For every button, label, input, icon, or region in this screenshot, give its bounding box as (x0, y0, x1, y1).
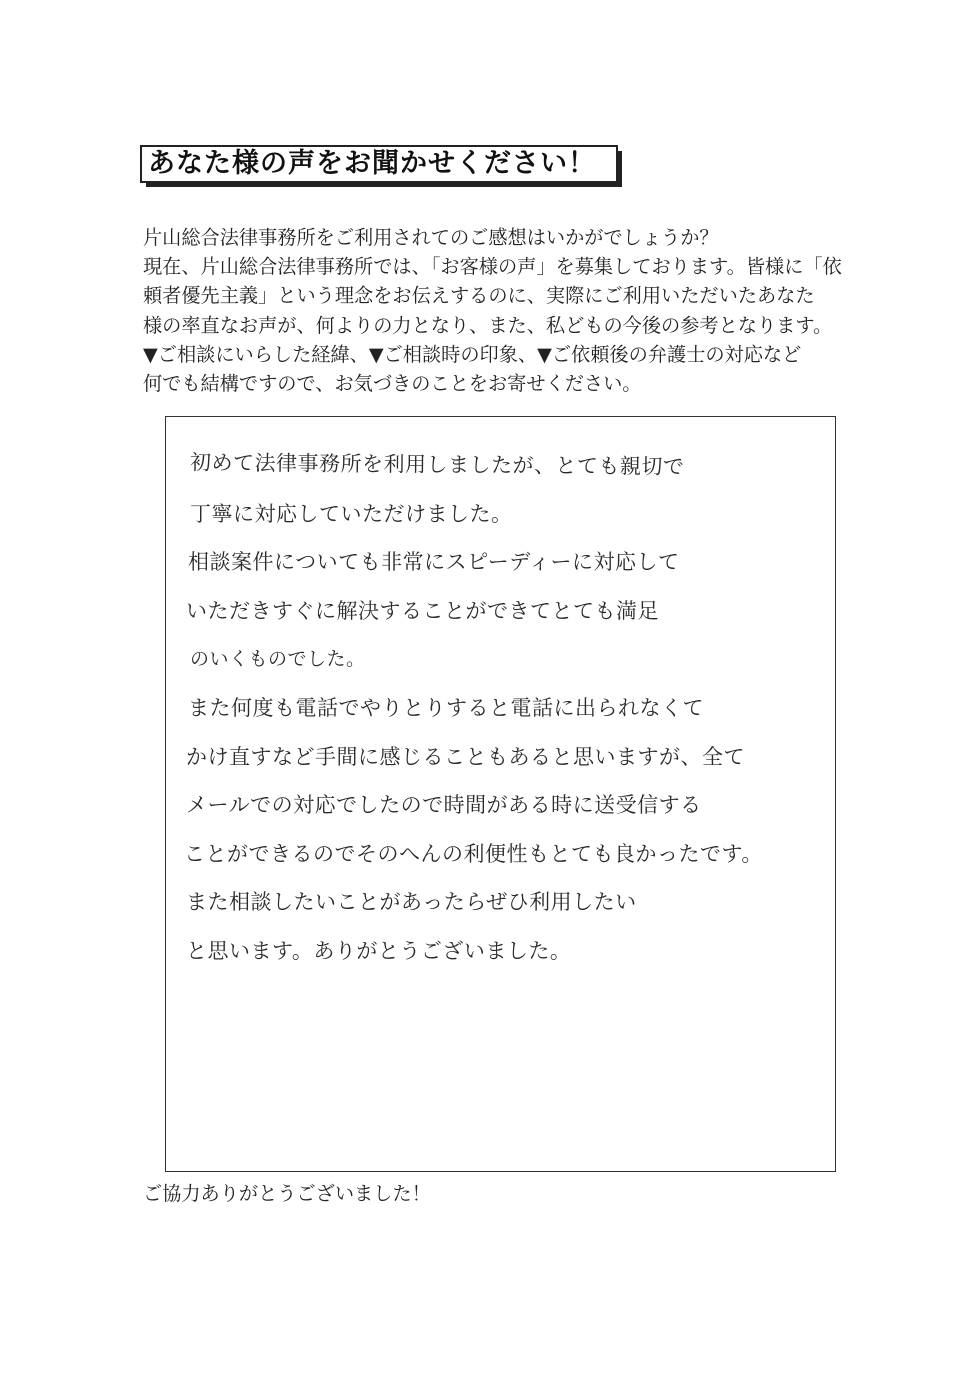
handwritten-line: また何度も電話でやりとりすると電話に出られなくて (188, 695, 704, 720)
handwritten-line: また相談したいことがあったらぜひ利用したい (186, 890, 637, 915)
intro-line: 様の率直なお声が、何よりの力となり、また、私どもの今後の参考となります。 (143, 313, 833, 337)
handwritten-line: 丁寧に対応していただけました。 (190, 501, 513, 526)
intro-line: 現在、片山総合法律事務所では、「お客様の声」を募集しております。皆様に「依 (143, 255, 842, 279)
handwritten-line: のいくものでした。 (190, 648, 366, 671)
page-title: あなた様の声をお聞かせください！ (148, 148, 596, 179)
handwritten-line: メールでの対応でしたので時間がある時に送受信する (186, 793, 702, 818)
handwritten-line: いただきすぐに解決することができてとても満足 (186, 598, 659, 623)
intro-line: ▼ご相談にいらした経緯、▼ご相談時の印象、▼ご依頼後の弁護士の対応など (143, 342, 802, 366)
title-banner (140, 145, 622, 187)
intro-paragraph (143, 223, 863, 398)
intro-line: 片山総合法律事務所をご利用されてのご感想はいかがでしょうか？ (143, 226, 719, 249)
intro-line: 何でも結構ですので、お気づきのことをお寄せください。 (143, 372, 642, 396)
thank-you-footer: ご協力ありがとうございました！ (143, 1182, 431, 1205)
handwritten-line: ことができるのでそのへんの利便性もとても良かったです。 (184, 841, 763, 866)
handwritten-line: 初めて法律事務所を利用しましたが、とても親切で (189, 450, 685, 479)
handwritten-line: かけ直すなど手間に感じることもあると思いますが、全て (186, 744, 745, 769)
handwritten-line: 相談案件についても非常にスピーディーに対応して (188, 550, 680, 575)
handwritten-response (184, 441, 763, 976)
answer-box (165, 416, 836, 1172)
title-box (140, 145, 618, 183)
intro-line: 頼者優先主義」という理念をお伝えするのに、実際にご利用いただいたあなた (143, 284, 815, 308)
handwritten-line: と思います。ありがとうございました。 (186, 938, 572, 963)
